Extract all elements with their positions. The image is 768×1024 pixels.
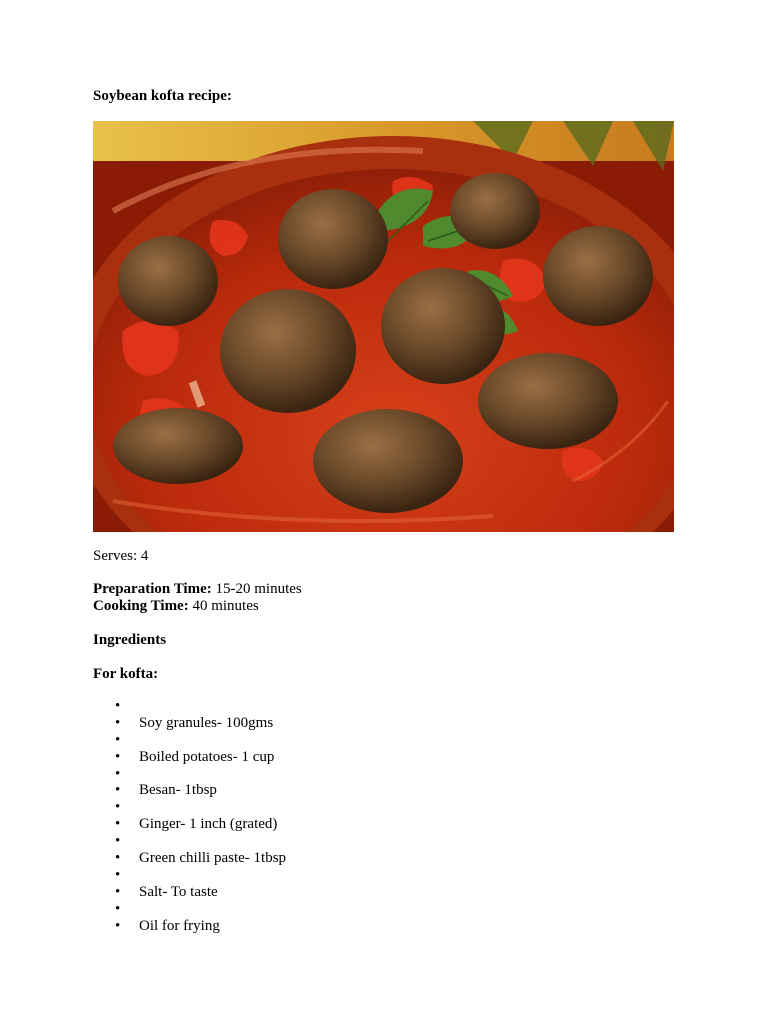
ingredients-heading: Ingredients (93, 632, 167, 648)
list-item: • Salt- To taste (93, 884, 286, 901)
prep-time-line (93, 581, 302, 598)
serves-line: Serves: 4 (93, 548, 149, 564)
kofta-dish-photo (93, 121, 674, 532)
kofta-heading: For kofta: (93, 666, 159, 682)
cook-time-label: Cooking Time: (93, 598, 189, 614)
prep-time-value: 15-20 minutes (211, 581, 302, 597)
list-item (93, 901, 286, 918)
list-item: • Besan- 1tbsp (93, 782, 286, 799)
list-item (93, 732, 286, 749)
list-item: • Oil for frying (93, 918, 286, 935)
page-title: Soybean kofta recipe: (93, 88, 232, 104)
cook-time-value: 40 minutes (188, 598, 259, 614)
kofta-dish-illustration (93, 121, 674, 532)
list-item (93, 833, 286, 850)
list-item (93, 799, 286, 816)
list-item: • Ginger- 1 inch (grated) (93, 816, 286, 833)
list-item (93, 766, 286, 783)
cook-time-line (93, 598, 259, 615)
list-item (93, 698, 286, 715)
list-item: • Soy granules- 100gms (93, 715, 286, 732)
list-item: • Green chilli paste- 1tbsp (93, 850, 286, 867)
list-item (93, 867, 286, 884)
kofta-ingredients-list (93, 698, 286, 934)
list-item: • Boiled potatoes- 1 cup (93, 749, 286, 766)
prep-time-label: Preparation Time: (93, 581, 212, 597)
